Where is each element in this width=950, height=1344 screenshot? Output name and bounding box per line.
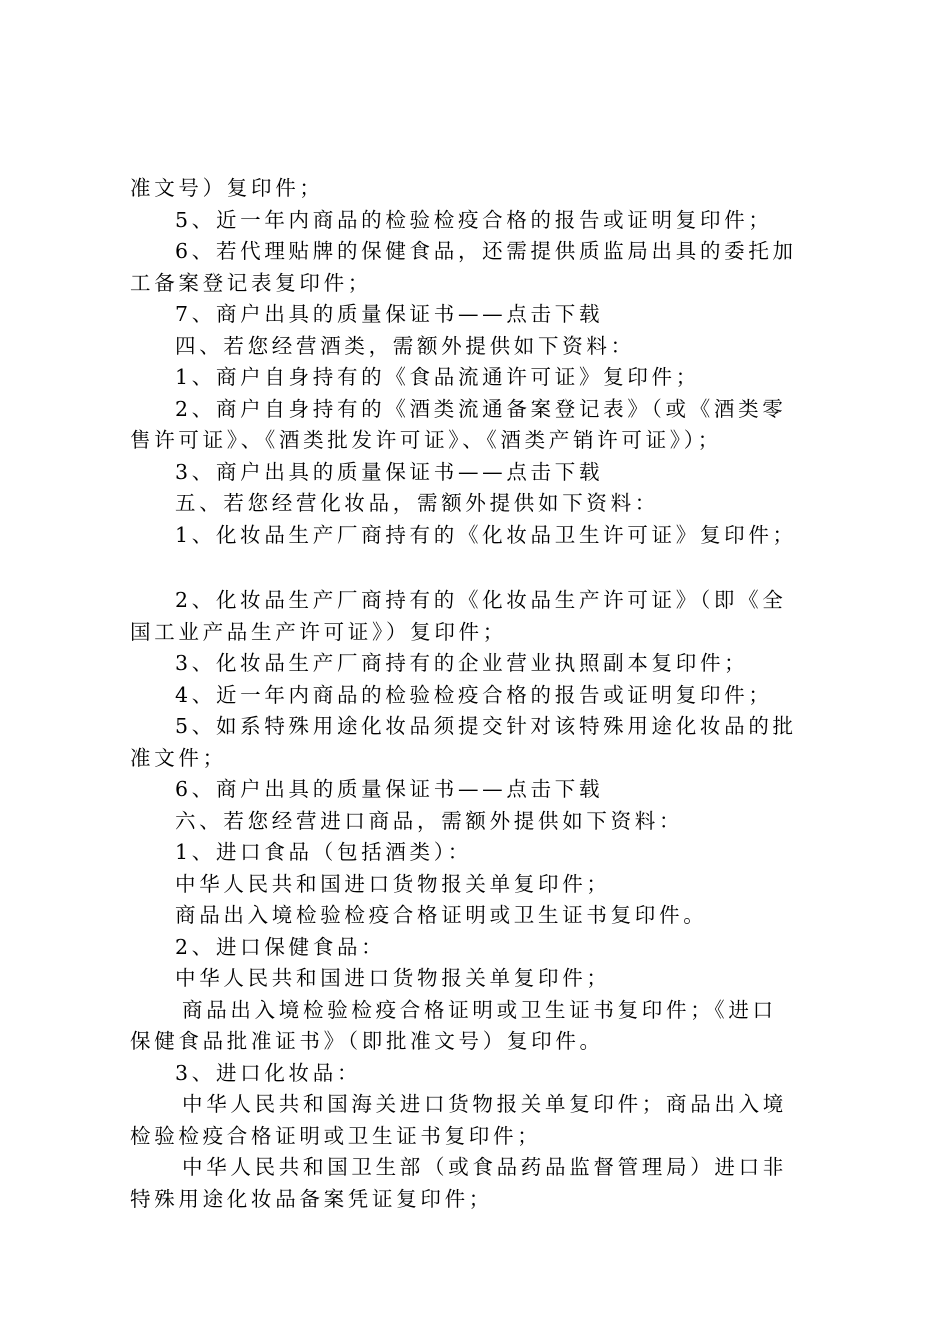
text-line: 2、化妆品生产厂商持有的《化妆品生产许可证》（即《全 [175, 588, 787, 612]
text-line: 中华人民共和国卫生部（或食品药品监督管理局）进口非 [182, 1155, 787, 1179]
text-line: 5、如系特殊用途化妆品须提交针对该特殊用途化妆品的批 [175, 714, 797, 738]
text-line: 2、进口保健食品： [175, 934, 386, 959]
text-line: 3、化妆品生产厂商持有的企业营业执照副本复印件； [175, 651, 749, 675]
text-line: 6、若代理贴牌的保健食品，还需提供质监局出具的委托加 [175, 239, 797, 263]
text-line: 5、近一年内商品的检验检疫合格的报告或证明复印件； [175, 207, 773, 232]
text-line: 中华人民共和国进口货物报关单复印件； [175, 871, 611, 896]
text-line: 中华人民共和国海关进口货物报关单复印件；商品出入境 [182, 1092, 787, 1116]
text-line: 7、商户出具的质量保证书——点击下载 [175, 302, 604, 326]
text-line: 准文件； [130, 745, 227, 770]
text-line: 6、商户出具的质量保证书——点击下载 [175, 777, 604, 801]
text-line: 商品出入境检验检疫合格证明或卫生证书复印件；《进口 [182, 997, 777, 1022]
text-line: 3、进口化妆品： [175, 1060, 362, 1085]
text-line: 1、化妆品生产厂商持有的《化妆品卫生许可证》复印件； [175, 522, 797, 547]
text-line: 检验检疫合格证明或卫生证书复印件； [130, 1123, 542, 1148]
text-line: 商品出入境检验检疫合格证明或卫生证书复印件。 [175, 903, 708, 927]
text-line: 售许可证》、《酒类批发许可证》、《酒类产销许可证》）； [130, 428, 722, 452]
section-heading: 五、若您经营化妆品，需额外提供如下资料： [175, 491, 659, 515]
text-line: 保健食品批准证书》（即批准文号）复印件。 [130, 1029, 604, 1053]
text-line: 特殊用途化妆品备案凭证复印件； [130, 1186, 493, 1211]
text-line: 1、商户自身持有的《食品流通许可证》复印件； [175, 365, 700, 389]
text-line: 中华人民共和国进口货物报关单复印件； [175, 966, 611, 990]
section-heading: 四、若您经营酒类，需额外提供如下资料： [175, 333, 635, 358]
document-body [130, 173, 830, 1215]
text-line: 工备案登记表复印件； [130, 270, 372, 295]
text-line: 4、近一年内商品的检验检疫合格的报告或证明复印件； [175, 682, 773, 707]
text-line: 国工业产品生产许可证》）复印件； [130, 619, 507, 644]
text-line: 准文号）复印件； [130, 176, 324, 200]
text-line: 1、进口食品（包括酒类）： [175, 840, 472, 864]
text-line: 2、商户自身持有的《酒类流通备案登记表》（或《酒类零 [175, 396, 787, 421]
text-line: 3、商户出具的质量保证书——点击下载 [175, 459, 604, 484]
section-heading: 六、若您经营进口商品，需额外提供如下资料： [175, 808, 684, 833]
blank-gap [130, 551, 830, 585]
